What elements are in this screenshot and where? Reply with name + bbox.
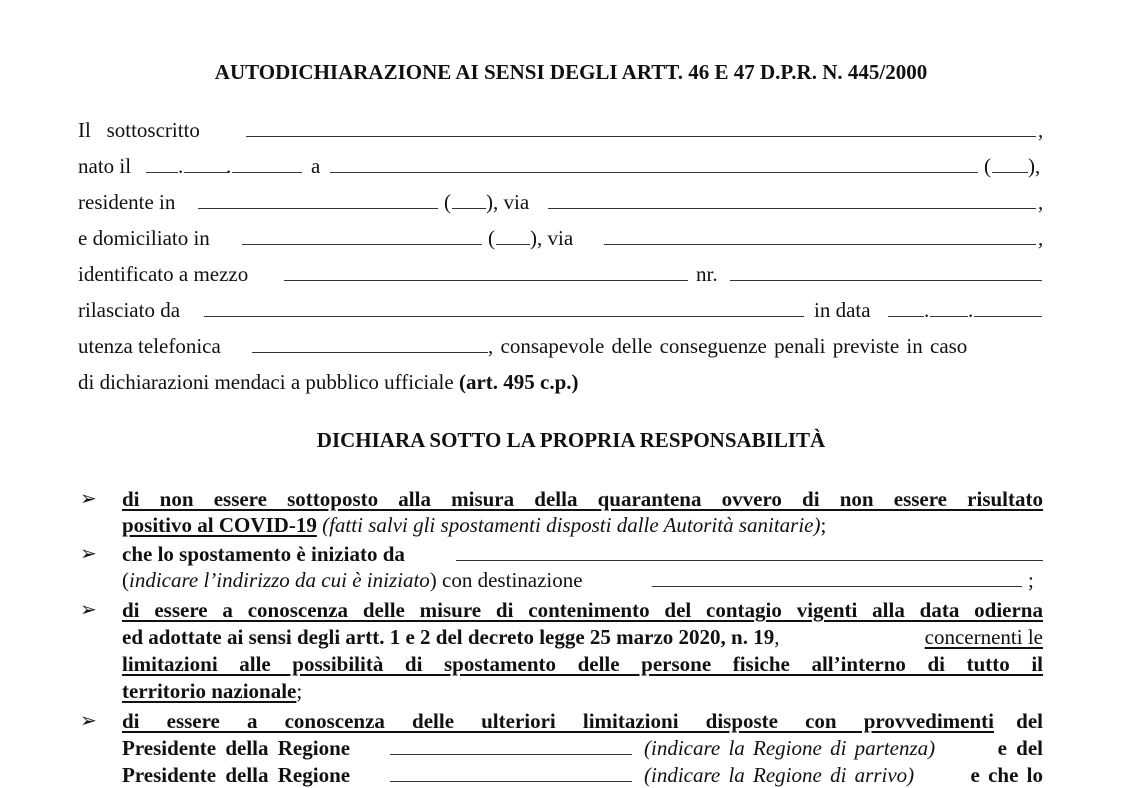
presidente-label: Presidente della Regione <box>122 763 351 787</box>
presidente-label: Presidente della Regione <box>122 736 351 760</box>
declaration-4-line-3 <box>122 763 1043 787</box>
birth-month-field[interactable] <box>184 154 228 173</box>
declaration-3-line-3 <box>122 652 1043 676</box>
paren-open: ( <box>488 226 495 250</box>
sanitary-note: (fatti salvi gli spostamenti disposti dalle Autorità sanitarie) <box>322 513 821 537</box>
line-domiciliato <box>78 226 1043 250</box>
destination-field[interactable] <box>652 568 1022 587</box>
paren-open: ( <box>984 154 991 178</box>
dot: . <box>968 298 974 322</box>
declaration-4-line-1 <box>122 709 1043 733</box>
dot: . <box>924 298 930 322</box>
rilasciato-label: rilasciato da <box>78 298 181 322</box>
section-title: DICHIARA SOTTO LA PROPRIA RESPONSABILITÀ <box>316 428 826 452</box>
dichiarazioni-text: di dichiarazioni mendaci a pubblico ufficiale <box>78 370 454 394</box>
concernenti-text: concernenti le <box>924 625 1043 649</box>
departure-region-note: (indicare la Regione di partenza) <box>644 736 936 760</box>
comma: , <box>1038 190 1044 214</box>
birthplace-field[interactable] <box>330 154 978 173</box>
comma: , <box>774 625 785 649</box>
residence-street-field[interactable] <box>548 190 1036 209</box>
arrival-region-field[interactable] <box>390 763 632 782</box>
issued-by-field[interactable] <box>204 298 804 317</box>
declaration-3-text: di essere a conoscenza delle misure di contenimento del contagio vigenti alla data odierna <box>122 598 1043 622</box>
birth-province-field[interactable] <box>992 154 1028 173</box>
identificato-label: identificato a mezzo <box>78 262 249 286</box>
semicolon: ; <box>820 513 827 537</box>
e-che-lo-text: e che lo <box>970 763 1043 787</box>
declaration-2-text: che lo spostamento è iniziato da <box>122 542 405 566</box>
sottoscritto-label: Il sottoscritto <box>78 118 200 142</box>
consapevole-text: , consapevole delle conseguenze penali previste in caso <box>488 334 968 358</box>
document-number-field[interactable] <box>730 262 1042 281</box>
issue-month-field[interactable] <box>930 298 968 317</box>
declaration-4-text: di essere a conoscenza delle ulteriori limitazioni disposte con provvedimenti <box>122 709 994 733</box>
semicolon: ; <box>1028 568 1034 592</box>
document-title: AUTODICHIARAZIONE AI SENSI DEGLI ARTT. 46 E 47 D.P.R. N. 445/2000 <box>214 60 928 84</box>
declaration-2-line-2 <box>122 568 1043 592</box>
declaration-1-text: di non essere sottoposto alla misura della quarantena ovvero di non essere risultato <box>122 487 1043 511</box>
a-label: a <box>311 154 321 178</box>
issue-year-field[interactable] <box>974 298 1042 317</box>
declaration-3-line-2 <box>122 625 1043 649</box>
paren-open: ( <box>444 190 451 214</box>
declaration-1-line-2 <box>122 513 1043 537</box>
declaration-1-line-1 <box>122 487 1043 511</box>
declaration-3-line-1 <box>122 598 1043 622</box>
line-sottoscritto <box>78 118 1043 142</box>
residence-city-field[interactable] <box>198 190 438 209</box>
semicolon: ; <box>296 679 303 703</box>
line-rilasciato <box>78 298 1043 322</box>
residente-label: residente in <box>78 190 176 214</box>
departure-region-field[interactable] <box>390 736 632 755</box>
dot: . <box>178 154 184 178</box>
domicile-province-field[interactable] <box>496 226 530 245</box>
nr-label: nr. <box>696 262 718 286</box>
address-note: indicare l’indirizzo da cui è iniziato <box>129 568 430 592</box>
issue-day-field[interactable] <box>888 298 924 317</box>
arrow-bullet-icon: ➢ <box>80 543 97 565</box>
line-utenza <box>78 334 1043 358</box>
decreto-text: ed adottate ai sensi degli artt. 1 e 2 del decreto legge 25 marzo 2020, n. 19 <box>122 625 775 649</box>
territorio-text: territorio nazionale <box>122 679 297 703</box>
departure-address-field[interactable] <box>456 542 1043 561</box>
destinazione-label: ) con destinazione <box>429 568 583 592</box>
via-label: ), via <box>530 226 574 250</box>
domicile-city-field[interactable] <box>242 226 482 245</box>
arrow-bullet-icon: ➢ <box>80 710 97 732</box>
domiciliato-label: e domiciliato in <box>78 226 210 250</box>
residence-province-field[interactable] <box>452 190 486 209</box>
declaration-3-line-4 <box>122 679 1043 703</box>
declaration-4-line-2 <box>122 736 1043 760</box>
domicile-street-field[interactable] <box>604 226 1036 245</box>
art-ref: (art. 495 c.p.) <box>458 370 579 394</box>
dot: . <box>226 154 232 178</box>
line-identificato <box>78 262 1043 286</box>
arrow-bullet-icon: ➢ <box>80 599 97 621</box>
e-del-text: e del <box>997 736 1043 760</box>
line-nato <box>78 154 1043 178</box>
paren-close: ), <box>1028 154 1041 178</box>
via-label: ), via <box>486 190 530 214</box>
comma: , <box>1038 226 1044 250</box>
nato-il-label: nato il <box>78 154 132 178</box>
birth-year-field[interactable] <box>232 154 302 173</box>
covid-text: positivo al COVID-19 <box>122 513 317 537</box>
in-data-label: in data <box>814 298 871 322</box>
sottoscritto-field[interactable] <box>246 118 1036 137</box>
comma: , <box>1038 118 1044 142</box>
del-text: del <box>1016 709 1043 733</box>
arrow-bullet-icon: ➢ <box>80 488 97 510</box>
declaration-2-line-1 <box>122 542 1043 566</box>
paren-open: ( <box>122 568 129 592</box>
limitazioni-text: limitazioni alle possibilità di spostamento delle persone fisiche all’interno di tutto il <box>122 652 1043 676</box>
document-type-field[interactable] <box>284 262 688 281</box>
line-dichiarazioni <box>78 370 1043 394</box>
arrival-region-note: (indicare la Regione di arrivo) <box>644 763 915 787</box>
utenza-label: utenza telefonica <box>78 334 221 358</box>
line-residente <box>78 190 1043 214</box>
birth-day-field[interactable] <box>146 154 178 173</box>
phone-field[interactable] <box>252 334 488 353</box>
